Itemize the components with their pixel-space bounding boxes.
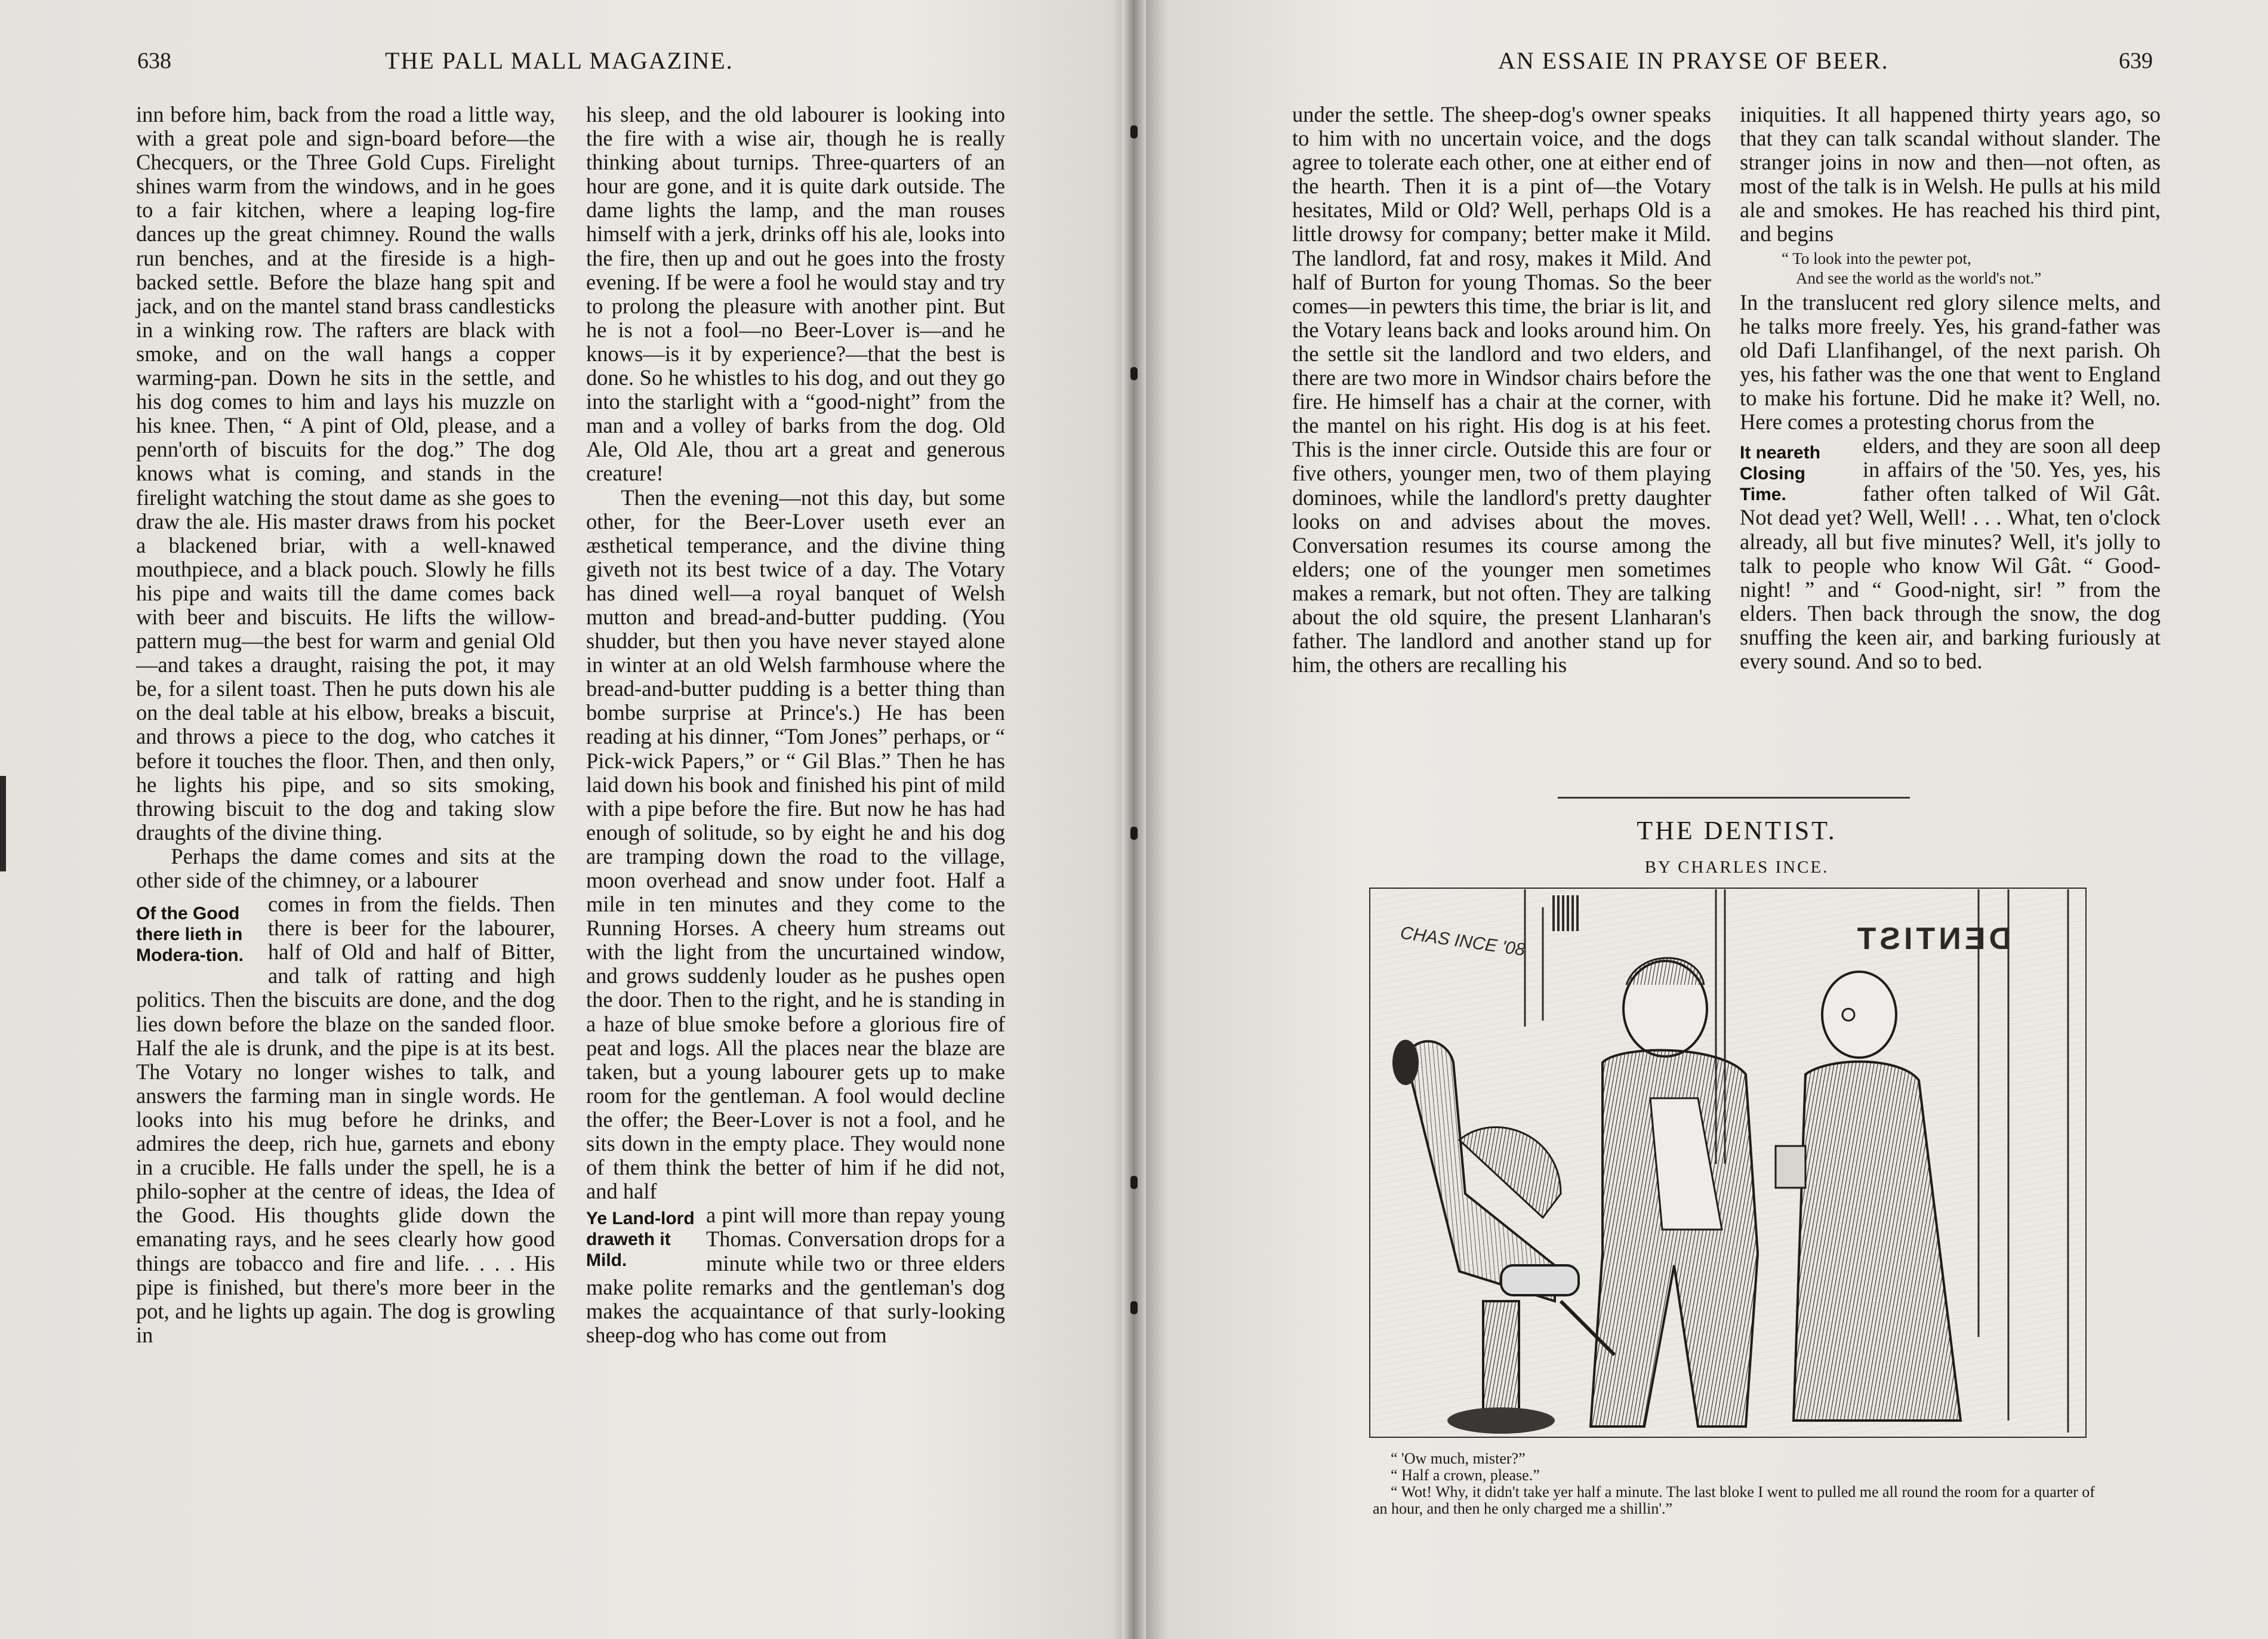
cartoon-caption (1373, 1450, 2107, 1517)
dentist-cartoon-illustration (1364, 883, 2092, 1450)
binding-stitch (1130, 367, 1138, 380)
cartoon-byline: BY CHARLES INCE. (1644, 858, 1829, 877)
page-number: 638 (137, 48, 171, 73)
verse-line: “ To look into the pewter pot, (1782, 249, 1971, 267)
binding-stitch (1130, 827, 1138, 840)
binding-stitch (1130, 1176, 1138, 1189)
left-page (0, 0, 1128, 1639)
caption-line: “ Half a crown, please.” (1391, 1467, 1540, 1484)
paragraph-lead: Perhaps the dame comes and sits at the other side of the chimney, or a labourer (136, 843, 555, 892)
text-column-2 (1740, 103, 2161, 673)
paragraph: Then the evening—not this day, but some other, for the Beer-Lover useth ever an æsthetical temperance, and the divine thing giveth not its best twice of a day. The Votary has dined well—a royal banquet of Welsh mutton and bread-and-butter pudding. (You shudder, but then you have never stayed alone in winter at an old Welsh farmhouse where the bread-and-butter pudding is a better thing than bombe surprise at Prince's.) He has been reading at his dinner, “Tom Jones” perhaps, or “ Pick-wick Papers,” or “ Gil Blas.” Then he has laid down his book and finished his pint of mild with a pipe before the fire. But now he has had enough of solitude, so by eight he and his dog are tramping down the road to the village, moon overhead and snow under foot. Half a mile in ten minutes and they come to the Running Horses. A cheery hum streams out with the light from the uncurtained window, and grows suddenly louder as he pushes open the door. Then to the right, and he is standing in a haze of blue smoke before a glorious fire of peat and logs. All the places near the blaze are taken, but a young labourer gets up to make room for the gentleman. A fool would decline the offer; the Beer-Lover is not a fool, and he sits down in the empty place. They would none of them think the better of him if he did not, and half (586, 485, 1005, 1204)
window-sign (1854, 922, 2011, 956)
page-number: 639 (2119, 48, 2153, 73)
paragraph: comes in from the fields. Then there is beer for the labourer, half of Old and half of Bitter, and talk of ratting and high politics. Then the biscuits are done, and the dog lies down before the blaze on the sanded floor. Half the ale is drunk, and the pipe is at its best. The Votary no longer wishes to talk, and answers the farming man in single words. He looks into his mug before he drinks, and admires the deep, rich hue, garnets and ebony in a crucible. He falls under the spell, he is a philo-sopher at the centre of ideas, the Idea of the Good. His thoughts glide down the emanating rays, and he sees clearly how good things are tobacco and fire and life. . . . His pipe is finished, but there's more beer in the pot, and he lights up again. The dog is growling in (136, 892, 555, 1347)
verse-quote (1782, 249, 2161, 288)
marginal-sidenote: It neareth Closing Time. (1740, 443, 1821, 505)
verse-line: And see the world as the world's not.” (1796, 269, 2042, 287)
paragraph: under the settle. The sheep-dog's owner speaks to him with no uncertain voice, and the dogs agree to tolerate each other, one at either end of the hearth. Then it is a pint of—the Votary hesitates, Mild or Old? Well, perhaps Old is a little drowsy for company; better make it Mild. The landlord, fat and rosy, makes it Mild. And half of Burton for young Thomas. So the beer comes—in pewters this time, the briar is lit, and the Votary leans back and looks around him. On the settle sit the landlord and two elders, and there are two more in Windsor chairs before the fire. He himself has a chair at the corner, with the mantel on his right. His dog is at his feet. This is the inner circle. Outside this are four or five others, younger men, two of them playing dominoes, while the landlord's pretty daughter looks on and advises about the moves. Conversation resumes its course among the elders; one of the younger men sometimes makes a remark, but not often. They are talking about the old squire, the present Llanharan's father. The landlord and another stand up for him, the others are recalling his (1292, 102, 1711, 677)
marginal-sidenote: Of the Good there lieth in Modera-tion. (136, 904, 244, 966)
running-head: THE PALL MALL MAGAZINE. (385, 47, 734, 74)
text-column-1 (136, 103, 555, 1347)
text-column-2 (586, 103, 1005, 1347)
paragraph: iniquities. It all happened thirty years ago, so that they can talk scandal without slander. The stranger joins in now and then—not often, as most of the talk is in Welsh. He pulls at his mild ale and smokes. He has reached his third pint, and begins (1740, 102, 2161, 247)
paragraph: a pint will more than repay young Thomas. Conversation drops for a minute while two or three elders make polite remarks and the gentleman's dog makes the acquaintance of that surly-looking sheep-dog who has come out from (586, 1203, 1005, 1347)
paragraph: his sleep, and the old labourer is looking into the fire with a wise air, though he is really thinking about turnips. Three-quarters of an hour are gone, and it is quite dark outside. The dame lights the lamp, and the man rouses himself with a jerk, drinks off his ale, looks into the fire, then up and out he goes into the frosty evening. If be were a fool he would stay and try to prolong the pleasure with another pint. But he is not a fool—no Beer-Lover is—and he knows—is it by experience?—that the best is done. So he whistles to his dog, and out they go into the starlight with a “good-night” from the man and a volley of barks from the dog. Old Ale, Old Ale, thou art a great and generous creature! (586, 102, 1005, 486)
section-rule (1558, 797, 1910, 799)
artist-signature: CHAS INCE '08 (1399, 923, 1527, 960)
caption-line: “ Wot! Why, it didn't take yer half a minute. The last bloke I went to pulled me all round the room for a quarter of an hour, and then he only charged me a shillin'.” (1373, 1483, 2095, 1517)
text-column-1 (1292, 103, 1711, 677)
paragraph: inn before him, back from the road a little way, with a great pole and sign-board before—the Checquers, or the Three Gold Cups. Firelight shines warm from the windows, and in he goes to a fair kitchen, where a leaping log-fire dances up the great chimney. Round the walls run benches, and at the fireside is a high-backed settle. Before the blaze hang spit and jack, and on the mantel stand brass candlesticks in a winking row. The rafters are black with smoke, and on the wall hangs a copper warming-pan. Down he sits in the settle, and his dog comes to him and lays his muzzle on his knee. Then, “ A pint of Old, please, and a penn'orth of biscuits for the dog.” The dog knows what is coming, and stands in the firelight watching the stout dame as she goes to draw the ale. His master draws from his pocket a blackened briar, with a well-knawed mouthpiece, and a black pouch. Slowly he fills his pipe and waits till the dame comes back with beer and biscuits. He lifts the willow-pattern mug—the best for warm and genial Old—and takes a draught, raising the pot, it may be, for a silent toast. Then he puts down his ale on the deal table at his elbow, breaks a biscuit, and throws a piece to the dog, who catches it before it touches the floor. Then, and then only, he lights his pipe, and so sits smoking, throwing biscuit to the dog and taking slow draughts of the divine thing. (136, 102, 555, 845)
binding-stitch (1130, 125, 1138, 138)
paragraph-lead: In the translucent red glory silence melts, and he talks more freely. Yes, his grand-father was old Dafi Llanfihangel, of the next parish. Oh yes, his father was the one that went to England to make his fortune. Did he make it? Well, no. Here comes a protesting chorus from the (1740, 289, 2161, 435)
caption-line: “ 'Ow much, mister?” (1391, 1450, 1526, 1467)
cartoon-title: THE DENTIST. (1637, 816, 1837, 845)
running-head: AN ESSAIE IN PRAYSE OF BEER. (1498, 47, 1889, 74)
binding-stitch (1130, 1301, 1138, 1314)
cartoon-drawing (1364, 883, 2092, 1450)
paragraph: elders, and they are soon all deep in affairs of the '50. Yes, yes, his father often talked of Wil Gât. Not dead yet? Well, Well! . . . What, ten o'clock already, all but five minutes? Well, it's jolly to talk to people who know Wil Gât. “ Good-night! ” and “ Good-night, sir! ” from the elders. Then back through the snow, the dog snuffing the keen air, and barking furiously at every sound. And so to bed. (1740, 433, 2161, 673)
marginal-sidenote: Ye Land-lord draweth it Mild. (586, 1209, 695, 1271)
svg-text:DENTIST: DENTIST (1853, 922, 2011, 956)
